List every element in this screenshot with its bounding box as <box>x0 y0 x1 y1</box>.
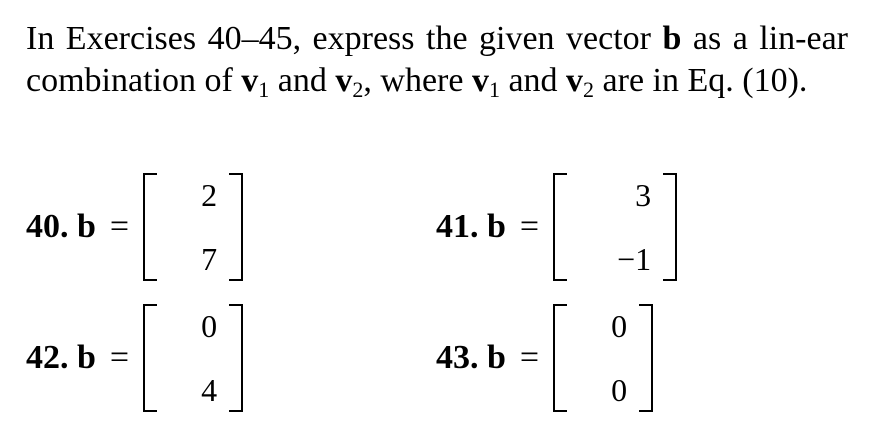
column-vector <box>143 173 243 281</box>
equals-sign: = <box>519 208 540 245</box>
vector-v2: v <box>335 62 353 99</box>
exercise-label: 40. b <box>26 208 96 245</box>
right-bracket <box>229 304 243 412</box>
intro-text-1: In Exercises 40–45, express the given vector <box>26 20 663 57</box>
vector-entries <box>157 173 229 281</box>
vector-entries <box>157 304 229 412</box>
exercise-41 <box>436 167 677 287</box>
vector-entry-top: 3 <box>635 177 652 213</box>
left-bracket <box>143 173 157 281</box>
vector-entry-top: 0 <box>201 308 218 344</box>
subscript-1: 1 <box>258 77 270 102</box>
vector-entry-top: 2 <box>201 177 218 213</box>
subscript-2-second: 2 <box>583 77 595 102</box>
right-bracket <box>639 304 653 412</box>
vector-v1: v <box>241 62 259 99</box>
vector-entry-top: 0 <box>611 308 628 344</box>
exercise-label: 41. b <box>436 208 506 245</box>
right-bracket <box>663 173 677 281</box>
subscript-1-second: 1 <box>488 77 500 102</box>
left-bracket <box>553 173 567 281</box>
vector-entry-bottom: −1 <box>617 241 652 277</box>
equals-sign: = <box>109 208 130 245</box>
intro-text-2: as a lin-ear combination of <box>26 20 848 99</box>
vector-entries <box>567 304 639 412</box>
vector-v2-second: v <box>566 62 584 99</box>
column-vector <box>553 304 653 412</box>
subscript-2: 2 <box>352 77 364 102</box>
vector-b: b <box>662 20 682 57</box>
vector-v1-second: v <box>471 62 489 99</box>
exercise-label: 42. b <box>26 339 96 376</box>
column-vector <box>553 173 677 281</box>
vector-entry-bottom: 0 <box>611 372 628 408</box>
exercise-42 <box>26 298 243 418</box>
vector-entries <box>567 173 663 281</box>
vector-entry-bottom: 7 <box>201 241 218 277</box>
exercise-43 <box>436 298 653 418</box>
right-bracket <box>229 173 243 281</box>
equals-sign: = <box>519 339 540 376</box>
left-bracket <box>553 304 567 412</box>
exercise-instructions <box>26 18 848 102</box>
intro-text-6: are in Eq. (10). <box>594 62 808 99</box>
left-bracket <box>143 304 157 412</box>
intro-text-4: , where <box>363 62 472 99</box>
intro-text-5: and <box>499 62 567 99</box>
exercise-40 <box>26 167 243 287</box>
intro-text-3: and <box>269 62 336 99</box>
vector-entry-bottom: 4 <box>201 372 218 408</box>
column-vector <box>143 304 243 412</box>
equals-sign: = <box>109 339 130 376</box>
exercise-label: 43. b <box>436 339 506 376</box>
